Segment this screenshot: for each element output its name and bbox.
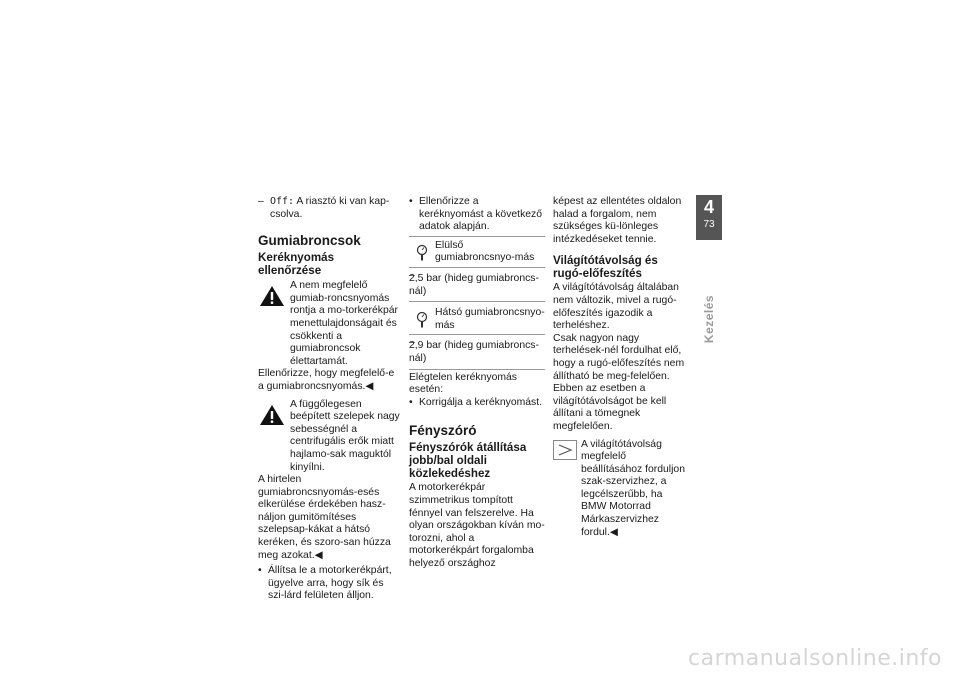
column-2 — [409, 196, 545, 570]
headlight-paragraph: A motorkerékpár szimmetrikus tompított fénnyel van felszerelve. Ha olyan országokban kíván mo-torozni, ahol a motorkerékpárt forgalomba helyező országhoz — [409, 482, 545, 569]
warning-extra-1: Ellenőrizze, hogy megfelelő-e a gumiabroncsnyomás.◀ — [258, 368, 395, 392]
warning-text-1: A nem megfelelő gumiab-roncsnyomás rontja a mo-torkerékpár menettulajdonságait és csökkenti a gumiabroncsok élettartamát. — [290, 280, 398, 367]
subsection-title-pressure: Keréknyomás ellenőrzése — [258, 251, 335, 278]
bullet-park-bike: • Állítsa le a motorkerékpárt, ügyelve arra, hogy sík és szi-lárd felületen álljon. — [258, 565, 400, 603]
column-3 — [553, 196, 689, 539]
alarm-off-item — [258, 196, 400, 221]
chapter-tab — [696, 195, 722, 240]
info-note-icon — [553, 440, 577, 460]
beam-range-paragraph-1: A világítótávolság általában nem változik, mivel a rugó-előfeszítés igazodik a terheléshez. — [553, 282, 679, 332]
subsection-title-beam-range: Világítótávolság és rugó-előfeszítés — [553, 254, 658, 281]
tyre-gauge-icon — [409, 307, 435, 332]
section-title-headlight: Fényszóró — [409, 423, 477, 439]
rear-pressure-label: Hátsó gumiabroncsnyo-más — [435, 307, 545, 331]
front-pressure-label: Elülső gumiabroncsnyo-más — [435, 239, 535, 264]
warning-extra-2: A hirtelen gumiabroncsnyomás-esés elkerülése érdekében hasz-náljon gumitömítéses szelepsap-kákat a hátsó keréken, és szoro-san húzza meg azokat.◀ — [258, 474, 391, 561]
page-number: 73 — [703, 219, 715, 230]
info-note-block — [553, 439, 689, 540]
off-code: Off: — [270, 196, 295, 207]
chapter-label: Kezelés — [702, 294, 716, 344]
insufficient-pressure-text: Elégtelen keréknyomás esetén: — [409, 371, 518, 396]
warning-text-2: A függőlegesen beépített szelepek nagy sebességnél a centrifugális erők miatt hajlamo-sak maguktól kinyílni. — [290, 398, 400, 473]
rear-pressure-label-box — [409, 304, 545, 335]
bullet-correct-pressure: • Korrigálja a keréknyomást. — [409, 397, 545, 410]
subsection-title-headlight-adjust: Fényszórók átállítása jobb/bal oldali közlekedéshez — [409, 441, 527, 481]
front-pressure-value: – 2,5 bar (hideg gumiabroncs-nál) — [409, 270, 545, 302]
bullet-check-pressure: • Ellenőrizze a keréknyomást a következő adatok alapján. — [409, 196, 545, 234]
off-text: A riasztó ki van kap-csolva. — [270, 196, 390, 220]
traffic-paragraph: képest az ellentétes oldalon halad a forgalom, nem szükséges kü-lönleges intézkedéseket tennie. — [553, 196, 682, 245]
info-note-text: A világítótávolság megfelelő beállításához forduljon szak-szervizhez, a legcélszerűbb, ha BMW Motorrad Márkaszervizhez fordul.◀ — [581, 438, 685, 538]
beam-range-paragraph-2: Csak nagyon nagy terhelések-nél fordulhat elő, hogy a rugó-előfeszítés nem állítható be meg-felelően. Ebben az esetben a világítótávolságot be kell állítani a tömegnek megfelelően. — [553, 332, 685, 432]
warning-block-1 — [258, 279, 400, 368]
warning-block-2 — [258, 398, 400, 475]
tyre-gauge-icon — [409, 240, 435, 265]
chapter-number: 4 — [703, 197, 714, 217]
warning-triangle-icon — [258, 284, 286, 308]
section-title-tyres: Gumiabroncsok — [258, 233, 361, 249]
chapter-label-vertical — [697, 290, 721, 348]
rear-pressure-value: – 2,9 bar (hideg gumiabroncs-nál) — [409, 337, 545, 369]
warning-triangle-icon — [258, 403, 286, 427]
front-pressure-label-box — [409, 236, 545, 268]
watermark: carmanualsonline.info — [688, 646, 942, 671]
column-1 — [258, 196, 400, 603]
